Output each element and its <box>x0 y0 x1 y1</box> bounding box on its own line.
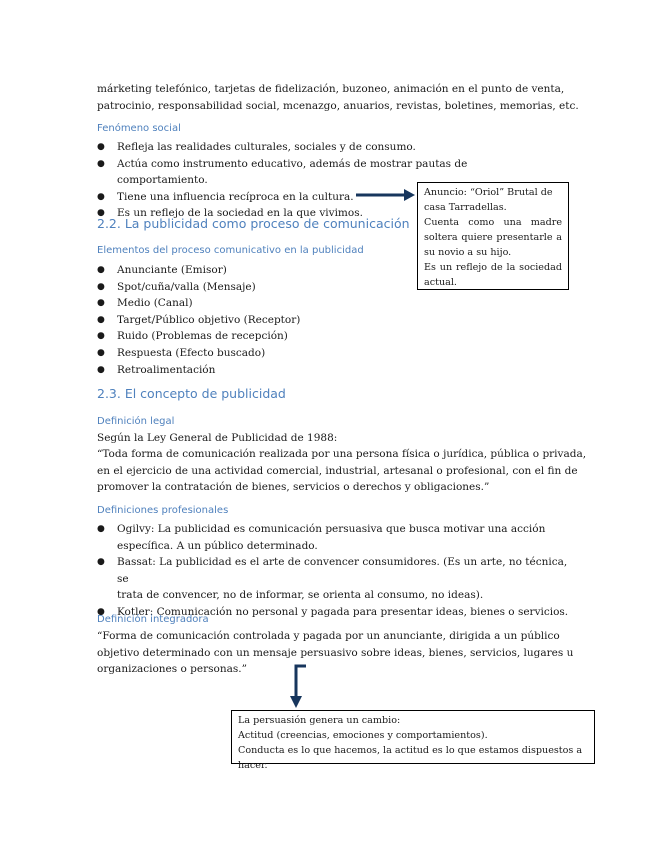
list-item: ● Ruido (Problemas de recepción) <box>97 328 397 345</box>
integradora-quote-line: organizaciones o personas.” <box>97 663 247 675</box>
bullet-icon: ● <box>97 314 105 325</box>
integradora-heading: Definición integradora <box>97 614 209 625</box>
legal-heading: Definición legal <box>97 416 175 427</box>
integradora-quote <box>97 628 573 678</box>
persuasion-note-box <box>231 710 595 771</box>
list-item: ● Actúa como instrumento educativo, además de mostrar pautas de comportamiento. <box>97 157 468 187</box>
bullet-icon: ● <box>97 524 105 534</box>
ad-note-line: Anuncio: “Oriol” Brutal de casa Tarradellas. <box>424 187 553 213</box>
bullet-icon: ● <box>97 298 105 309</box>
arrow-right-icon <box>356 188 416 202</box>
arrow-down-icon <box>288 664 324 710</box>
ad-note-line: Cuenta como una madre soltera quiere presentarle a su novio a su hijo. <box>424 217 562 258</box>
list-item: ● Respuesta (Efecto buscado) <box>97 345 397 362</box>
legal-lead: Según la Ley General de Publicidad de 1988: <box>97 432 338 444</box>
profesionales-heading: Definiciones profesionales <box>97 505 229 516</box>
bullet-icon: ● <box>97 142 105 152</box>
list-item: ● Refleja las realidades culturales, sociales y de consumo. <box>97 139 537 156</box>
list-item: ● Spot/cuña/valla (Mensaje) <box>97 279 397 296</box>
legal-quote <box>97 446 586 496</box>
bullet-icon: ● <box>97 281 105 292</box>
list-item: ● Medio (Canal) <box>97 295 397 312</box>
bullet-icon: ● <box>97 364 105 375</box>
intro-paragraph <box>97 81 579 114</box>
bullet-icon: ● <box>97 606 105 617</box>
ad-note-line: Es un reflejo de la sociedad actual. <box>424 262 562 288</box>
integradora-quote-line: objetivo determinado con un mensaje persuasivo sobre ideas, bienes, servicios, lugares u <box>97 646 574 659</box>
elementos-list <box>97 262 397 378</box>
persuasion-note-line: Actitud (creencias, emociones y comportamientos). <box>238 730 488 741</box>
list-item: ● Anunciante (Emisor) <box>97 262 397 279</box>
bullet-icon: ● <box>97 265 105 275</box>
intro-line: patrocinio, responsabilidad social, mcenazgo, anuarios, revistas, boletines, memorias, etc. <box>97 99 579 112</box>
legal-quote-line: en el ejercicio de una actividad comercial, industrial, artesanal o profesional, con el fin de <box>97 464 578 477</box>
integradora-quote-line: “Forma de comunicación controlada y pagada por un anunciante, dirigida a un público <box>97 630 560 642</box>
elementos-heading: Elementos del proceso comunicativo en la publicidad <box>97 245 364 256</box>
list-item: ● Target/Público objetivo (Receptor) <box>97 312 397 329</box>
list-item: ● Bassat: La publicidad es el arte de convencer consumidores. (Es un arte, no técnica, se trata de convencer, no de informar, se orienta al consumo, no ideas). <box>97 556 568 602</box>
bullet-icon: ● <box>97 347 105 358</box>
list-item: ● Es un reflejo de la sociedad en la que vivimos. <box>97 205 537 222</box>
section-2-3-heading: 2.3. El concepto de publicidad <box>97 386 286 401</box>
bullet-icon: ● <box>97 208 105 219</box>
list-item: ● Tiene una influencia recíproca en la cultura. <box>97 189 537 206</box>
section-2-2-heading: 2.2. La publicidad como proceso de comunicación <box>97 216 410 231</box>
legal-quote-line: “Toda forma de comunicación realizada por una persona física o jurídica, pública o privada, <box>97 448 587 460</box>
persuasion-note-line: Conducta es lo que hacemos, la actitud es lo que estamos dispuestos a hacer. <box>238 745 583 771</box>
list-item: ● Ogilvy: La publicidad es comunicación persuasiva que busca motivar una acción específica. A un público determinado. <box>97 523 546 552</box>
intro-line: márketing telefónico, tarjetas de fidelización, buzoneo, animación en el punto de venta, <box>97 83 565 95</box>
bullet-icon: ● <box>97 158 105 169</box>
fenomeno-heading: Fenómeno social <box>97 123 181 134</box>
legal-quote-line: promover la contratación de bienes, servicios o derechos y obligaciones.” <box>97 481 490 493</box>
profesionales-list <box>97 521 577 621</box>
persuasion-note-line: La persuasión genera un cambio: <box>238 715 401 726</box>
list-item: ● Kotler: Comunicación no personal y pagada para presentar ideas, bienes o servicios. <box>97 604 577 621</box>
list-item: ● Retroalimentación <box>97 362 397 379</box>
bullet-icon: ● <box>97 191 105 202</box>
bullet-icon: ● <box>97 331 105 342</box>
bullet-icon: ● <box>97 557 105 568</box>
ad-note-box <box>417 182 569 290</box>
